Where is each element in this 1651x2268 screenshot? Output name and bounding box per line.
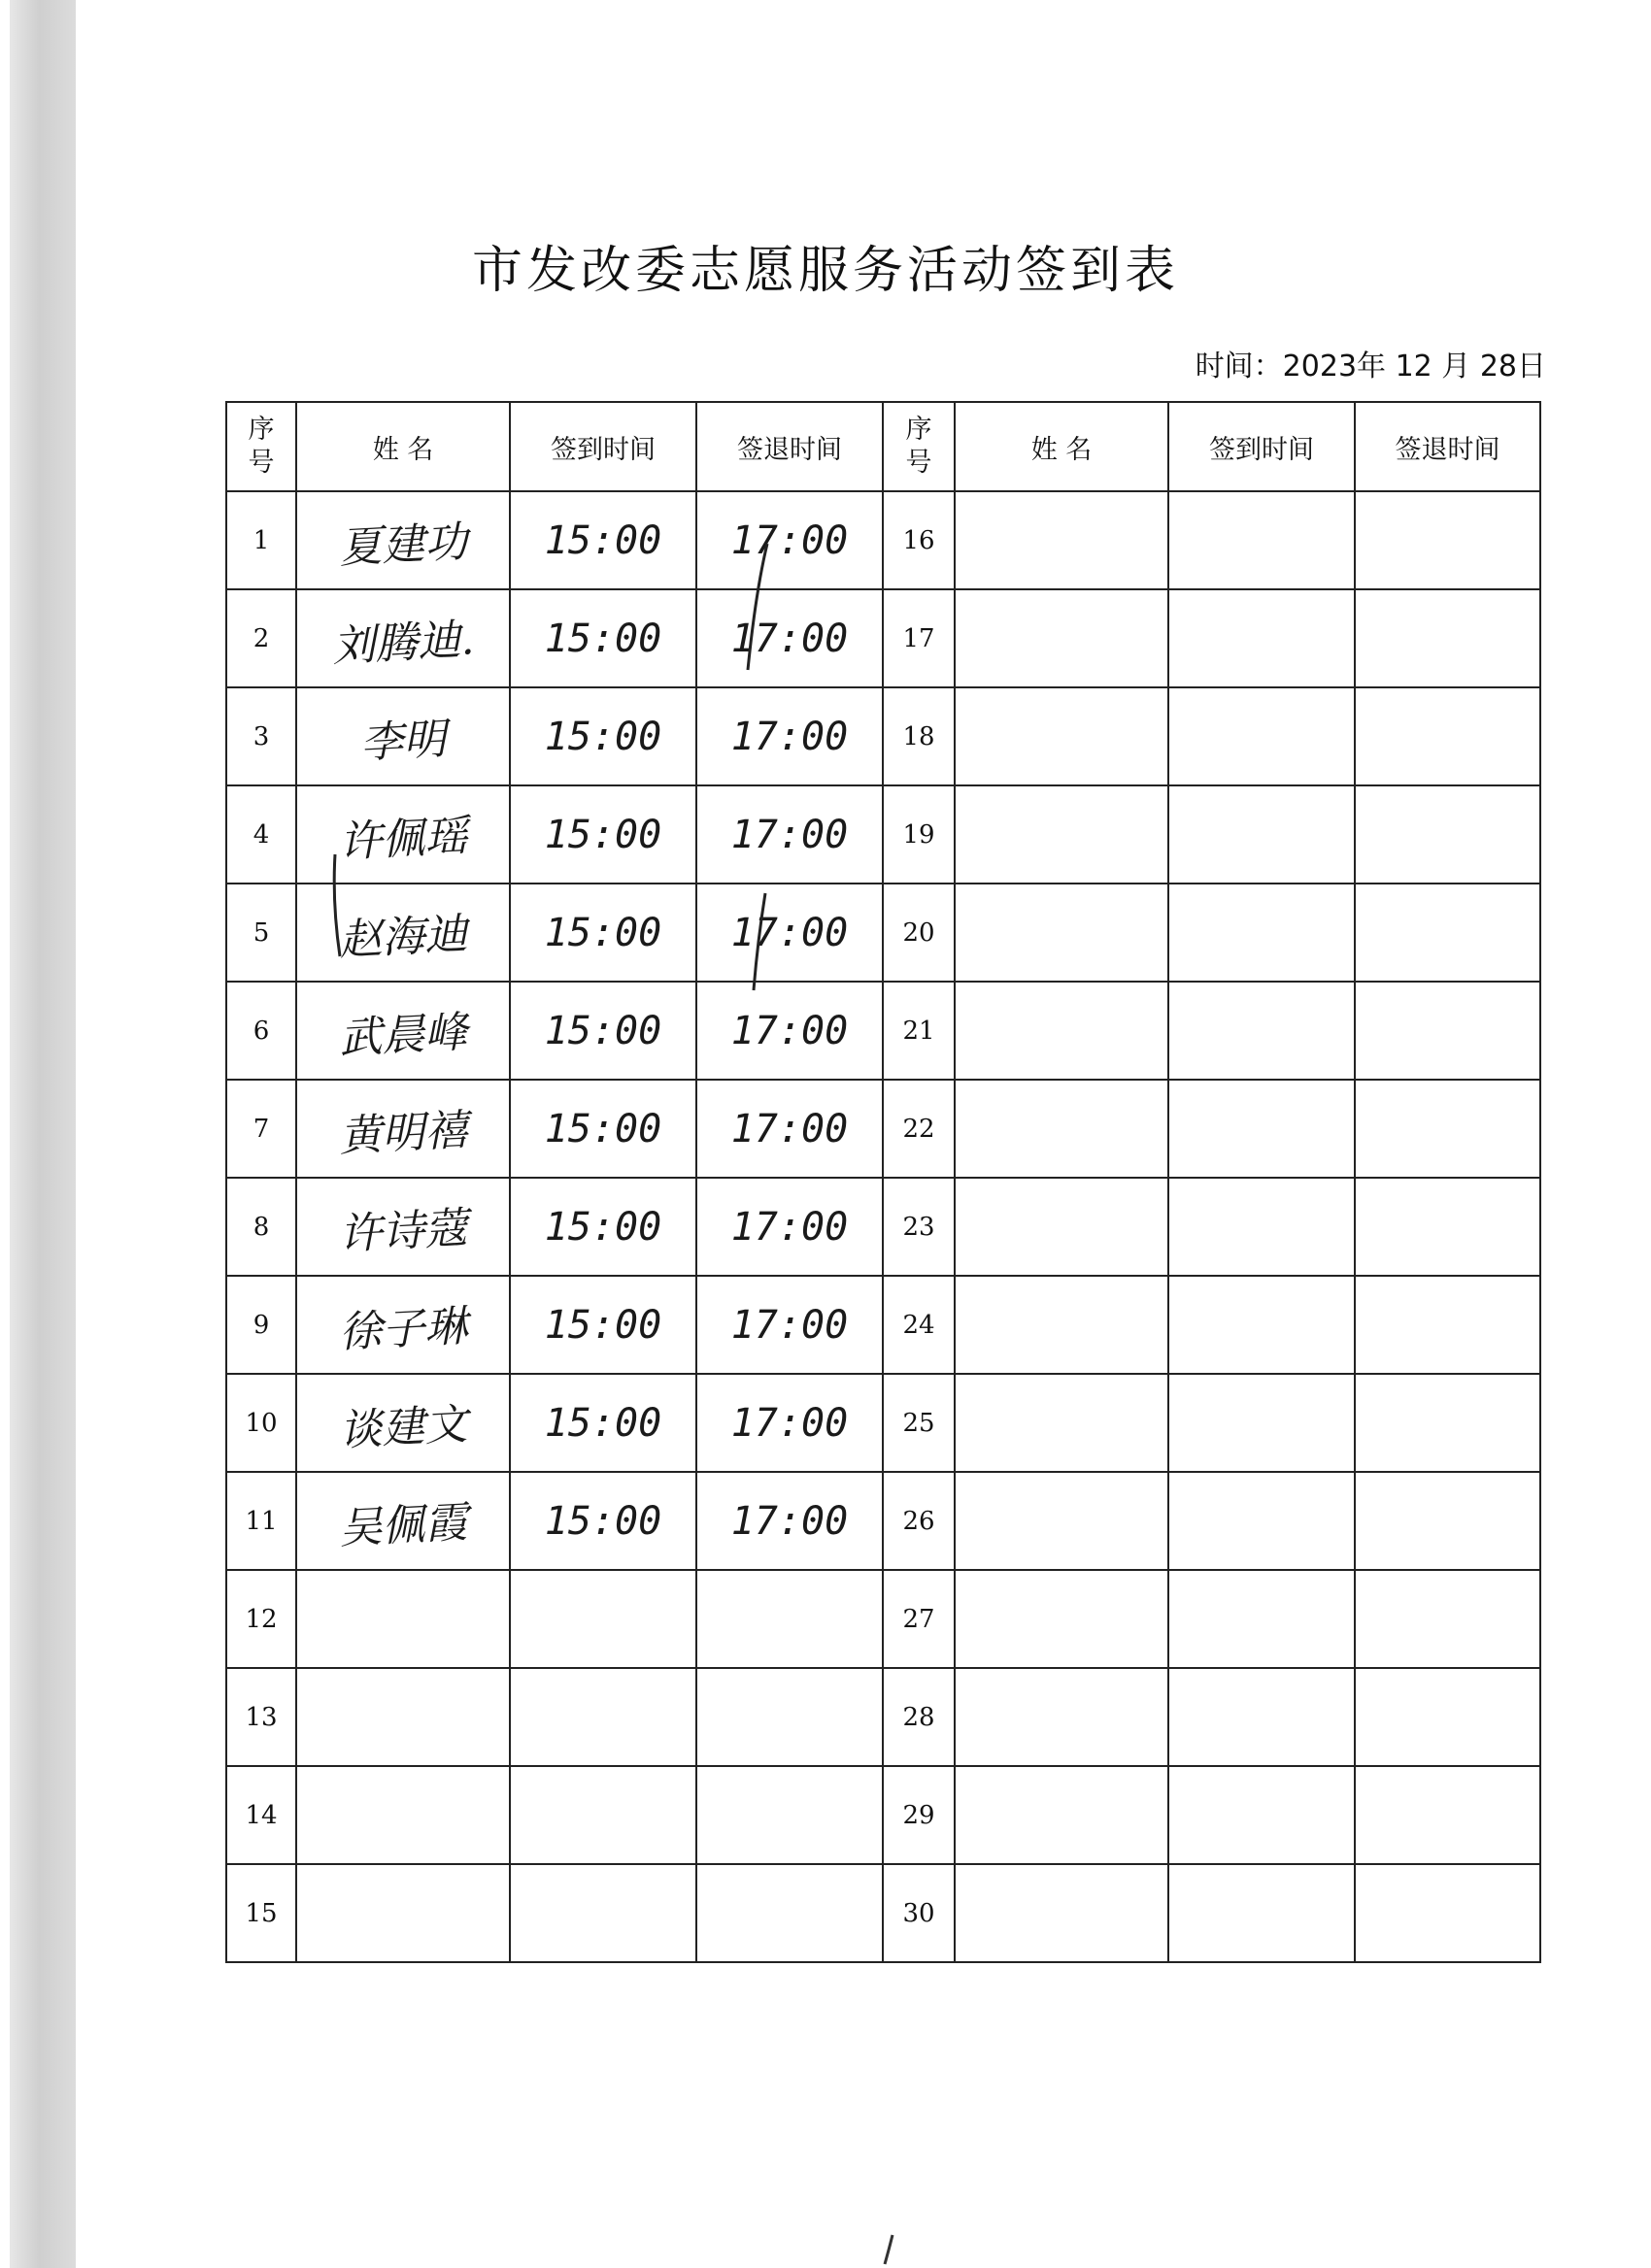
- signout-cell-right: [1355, 1080, 1540, 1178]
- name-cell-left: [296, 1178, 510, 1276]
- header-signin-left: 签到时间: [510, 402, 696, 491]
- signin-cell-right: [1168, 1864, 1355, 1962]
- seq-cell-right: [883, 785, 955, 884]
- signin-cell-left: [510, 1080, 696, 1178]
- name-cell-left: [296, 1472, 510, 1570]
- seq-cell-text: 15: [245, 1898, 278, 1928]
- seq-cell-text: 22: [902, 1114, 935, 1144]
- name-cell-text: 黄明禧: [337, 1105, 469, 1161]
- header-seq-left: 序 号: [226, 402, 296, 491]
- name-cell-right: [955, 785, 1168, 884]
- signin-cell-right: [1168, 884, 1355, 982]
- table-row: [226, 491, 1540, 589]
- seq-cell-right: [883, 1864, 955, 1962]
- signin-cell-text: 15:00: [544, 1498, 662, 1544]
- signout-cell-right: [1355, 1766, 1540, 1864]
- name-cell-text: 谈建文: [337, 1399, 469, 1455]
- seq-cell-left: [226, 1766, 296, 1864]
- table-row: [226, 687, 1540, 785]
- name-cell-left: [296, 1080, 510, 1178]
- signin-cell-text: 15:00: [544, 616, 662, 661]
- seq-cell-text: 24: [902, 1310, 935, 1340]
- signout-cell-left: [696, 1864, 883, 1962]
- signin-cell-left: [510, 1374, 696, 1472]
- header-signout-right: 签退时间: [1355, 402, 1540, 491]
- signout-cell-left: [696, 982, 883, 1080]
- signout-cell-right: [1355, 1472, 1540, 1570]
- name-cell-right: [955, 1178, 1168, 1276]
- signin-cell-text: 15:00: [544, 1204, 662, 1250]
- seq-cell-right: [883, 1472, 955, 1570]
- header-name-left: 姓 名: [296, 402, 510, 491]
- seq-cell-right: [883, 1668, 955, 1766]
- seq-cell-left: [226, 1178, 296, 1276]
- signout-cell-right: [1355, 1570, 1540, 1668]
- signin-cell-text: 15:00: [544, 1106, 662, 1151]
- seq-cell-text: 20: [902, 917, 935, 948]
- signin-cell-left: [510, 1178, 696, 1276]
- table-row: [226, 589, 1540, 687]
- signout-cell-text: 17:00: [730, 714, 849, 759]
- seq-cell-text: 19: [902, 819, 935, 850]
- seq-cell-left: [226, 1864, 296, 1962]
- table-row: [226, 1766, 1540, 1864]
- signin-cell-text: 15:00: [544, 812, 662, 857]
- signout-cell-right: [1355, 982, 1540, 1080]
- seq-cell-right: [883, 687, 955, 785]
- seq-cell-text: 3: [253, 721, 270, 751]
- name-cell-left: [296, 1668, 510, 1766]
- seq-cell-text: 14: [245, 1800, 278, 1830]
- header-name-right: 姓 名: [955, 402, 1168, 491]
- table-row: [226, 1864, 1540, 1962]
- table-row: [226, 1178, 1540, 1276]
- seq-cell-left: [226, 687, 296, 785]
- name-cell-left: [296, 491, 510, 589]
- signout-cell-right: [1355, 491, 1540, 589]
- signout-cell-text: 17:00: [730, 616, 849, 661]
- table-row: [226, 1080, 1540, 1178]
- seq-cell-text: 30: [902, 1898, 935, 1928]
- seq-cell-right: [883, 1374, 955, 1472]
- name-cell-right: [955, 1472, 1168, 1570]
- name-cell-right: [955, 1276, 1168, 1374]
- name-cell-right: [955, 884, 1168, 982]
- signout-cell-text: 17:00: [730, 812, 849, 857]
- seq-cell-text: 8: [253, 1212, 270, 1242]
- signout-cell-left: [696, 785, 883, 884]
- seq-cell-left: [226, 1570, 296, 1668]
- seq-cell-text: 18: [902, 721, 935, 751]
- seq-cell-right: [883, 1178, 955, 1276]
- signout-cell-right: [1355, 884, 1540, 982]
- seq-cell-text: 6: [253, 1016, 270, 1046]
- signout-cell-left: [696, 1276, 883, 1374]
- seq-cell-right: [883, 589, 955, 687]
- header-signin-right: 签到时间: [1168, 402, 1355, 491]
- signin-cell-right: [1168, 982, 1355, 1080]
- signin-cell-right: [1168, 785, 1355, 884]
- seq-cell-text: 27: [902, 1604, 935, 1634]
- signin-cell-right: [1168, 1570, 1355, 1668]
- signout-cell-right: [1355, 1276, 1540, 1374]
- seq-cell-text: 5: [253, 917, 270, 948]
- name-cell-right: [955, 1864, 1168, 1962]
- signin-cell-left: [510, 1472, 696, 1570]
- seq-cell-right: [883, 1766, 955, 1864]
- signin-cell-text: 15:00: [544, 714, 662, 759]
- signin-cell-text: 15:00: [544, 517, 662, 563]
- seq-cell-left: [226, 1080, 296, 1178]
- seq-cell-left: [226, 884, 296, 982]
- name-cell-text: 武晨峰: [337, 1007, 469, 1063]
- table-row: [226, 1668, 1540, 1766]
- signout-cell-left: [696, 1472, 883, 1570]
- signout-cell-right: [1355, 1178, 1540, 1276]
- seq-cell-text: 9: [253, 1310, 270, 1340]
- signout-cell-left: [696, 1668, 883, 1766]
- signin-cell-left: [510, 589, 696, 687]
- signout-cell-left: [696, 1178, 883, 1276]
- seq-cell-left: [226, 491, 296, 589]
- name-cell-left: [296, 785, 510, 884]
- signout-cell-right: [1355, 1668, 1540, 1766]
- seq-cell-right: [883, 982, 955, 1080]
- document-date: 时间：2023年 12 月 28日: [1195, 350, 1546, 384]
- signout-cell-text: 17:00: [730, 1106, 849, 1151]
- signin-cell-right: [1168, 1766, 1355, 1864]
- signin-cell-left: [510, 687, 696, 785]
- signin-cell-left: [510, 1570, 696, 1668]
- seq-cell-text: 26: [902, 1506, 935, 1536]
- signout-cell-left: [696, 491, 883, 589]
- seq-cell-right: [883, 491, 955, 589]
- signout-cell-left: [696, 1374, 883, 1472]
- name-cell-left: [296, 884, 510, 982]
- name-cell-text: 刘腾迪.: [331, 614, 476, 672]
- name-cell-text: 夏建功: [337, 517, 469, 573]
- seq-cell-text: 1: [253, 525, 270, 555]
- name-cell-text: 吴佩霞: [337, 1497, 469, 1553]
- sign-in-table: [225, 401, 1541, 1963]
- signin-cell-text: 15:00: [544, 910, 662, 955]
- signout-cell-text: 17:00: [730, 517, 849, 563]
- signout-cell-left: [696, 1570, 883, 1668]
- header-signout-left: 签退时间: [696, 402, 883, 491]
- signin-cell-left: [510, 1864, 696, 1962]
- name-cell-right: [955, 589, 1168, 687]
- signout-cell-left: [696, 884, 883, 982]
- signin-cell-left: [510, 884, 696, 982]
- signin-cell-text: 15:00: [544, 1400, 662, 1446]
- seq-cell-left: [226, 1668, 296, 1766]
- page-footer-mark: [879, 2233, 898, 2266]
- seq-cell-text: 28: [902, 1702, 935, 1732]
- signout-cell-text: 17:00: [730, 1400, 849, 1446]
- signin-cell-right: [1168, 1080, 1355, 1178]
- signin-cell-right: [1168, 589, 1355, 687]
- seq-cell-left: [226, 1374, 296, 1472]
- name-cell-left: [296, 1864, 510, 1962]
- signout-cell-text: 17:00: [730, 1204, 849, 1250]
- name-cell-text: 徐子琳: [337, 1301, 469, 1357]
- signin-cell-left: [510, 785, 696, 884]
- signout-cell-left: [696, 1766, 883, 1864]
- seq-cell-left: [226, 1472, 296, 1570]
- seq-cell-right: [883, 1570, 955, 1668]
- name-cell-text: 李明: [358, 714, 448, 768]
- seq-cell-text: 11: [245, 1506, 278, 1536]
- name-cell-left: [296, 1374, 510, 1472]
- name-cell-left: [296, 1570, 510, 1668]
- name-cell-right: [955, 687, 1168, 785]
- seq-cell-text: 29: [902, 1800, 935, 1830]
- seq-cell-right: [883, 1080, 955, 1178]
- signout-cell-right: [1355, 785, 1540, 884]
- signout-cell-text: 17:00: [730, 1008, 849, 1053]
- signin-cell-text: 15:00: [544, 1302, 662, 1348]
- name-cell-left: [296, 1766, 510, 1864]
- seq-cell-right: [883, 884, 955, 982]
- table-row: [226, 1472, 1540, 1570]
- name-cell-right: [955, 982, 1168, 1080]
- name-cell-right: [955, 491, 1168, 589]
- signout-cell-left: [696, 687, 883, 785]
- signout-cell-left: [696, 589, 883, 687]
- signin-cell-right: [1168, 687, 1355, 785]
- seq-cell-left: [226, 589, 296, 687]
- signout-cell-right: [1355, 1864, 1540, 1962]
- table-row: [226, 982, 1540, 1080]
- signout-cell-right: [1355, 687, 1540, 785]
- seq-cell-text: 2: [253, 623, 270, 653]
- signout-cell-text: 17:00: [730, 910, 849, 955]
- table-row: [226, 1570, 1540, 1668]
- signout-cell-right: [1355, 589, 1540, 687]
- signin-cell-right: [1168, 491, 1355, 589]
- name-cell-right: [955, 1080, 1168, 1178]
- signout-cell-text: 17:00: [730, 1302, 849, 1348]
- signin-cell-left: [510, 982, 696, 1080]
- name-cell-right: [955, 1668, 1168, 1766]
- signin-cell-right: [1168, 1668, 1355, 1766]
- table-row: [226, 884, 1540, 982]
- seq-cell-left: [226, 982, 296, 1080]
- seq-cell-text: 13: [245, 1702, 278, 1732]
- table-header-row: [226, 402, 1540, 491]
- seq-cell-text: 10: [245, 1408, 278, 1438]
- name-cell-text: 赵海迪: [337, 909, 469, 965]
- signin-cell-left: [510, 1276, 696, 1374]
- table-row: [226, 1374, 1540, 1472]
- header-seq-right: 序 号: [883, 402, 955, 491]
- seq-cell-text: 4: [253, 819, 270, 850]
- signin-cell-right: [1168, 1276, 1355, 1374]
- signin-cell-left: [510, 1668, 696, 1766]
- name-cell-left: [296, 687, 510, 785]
- signout-cell-right: [1355, 1374, 1540, 1472]
- name-cell-right: [955, 1766, 1168, 1864]
- name-cell-right: [955, 1374, 1168, 1472]
- seq-cell-text: 16: [902, 525, 935, 555]
- seq-cell-text: 7: [253, 1114, 270, 1144]
- scan-shadow-edge: [10, 0, 76, 2268]
- signin-cell-text: 15:00: [544, 1008, 662, 1053]
- name-cell-left: [296, 982, 510, 1080]
- table-row: [226, 785, 1540, 884]
- seq-cell-text: 25: [902, 1408, 935, 1438]
- seq-cell-text: 12: [245, 1604, 278, 1634]
- signin-cell-left: [510, 1766, 696, 1864]
- seq-cell-text: 17: [902, 623, 935, 653]
- seq-cell-right: [883, 1276, 955, 1374]
- seq-cell-left: [226, 785, 296, 884]
- seq-cell-text: 21: [902, 1016, 935, 1046]
- document-title: 市发改委志愿服务活动签到表: [471, 242, 1179, 300]
- seq-cell-left: [226, 1276, 296, 1374]
- signin-cell-right: [1168, 1374, 1355, 1472]
- name-cell-text: 许诗蔻: [337, 1203, 469, 1259]
- signin-cell-right: [1168, 1472, 1355, 1570]
- name-cell-left: [296, 1276, 510, 1374]
- signin-cell-left: [510, 491, 696, 589]
- signin-cell-right: [1168, 1178, 1355, 1276]
- name-cell-right: [955, 1570, 1168, 1668]
- seq-cell-text: 23: [902, 1212, 935, 1242]
- signout-cell-left: [696, 1080, 883, 1178]
- signout-cell-text: 17:00: [730, 1498, 849, 1544]
- name-cell-left: [296, 589, 510, 687]
- table-row: [226, 1276, 1540, 1374]
- name-cell-text: 许佩瑶: [337, 811, 469, 867]
